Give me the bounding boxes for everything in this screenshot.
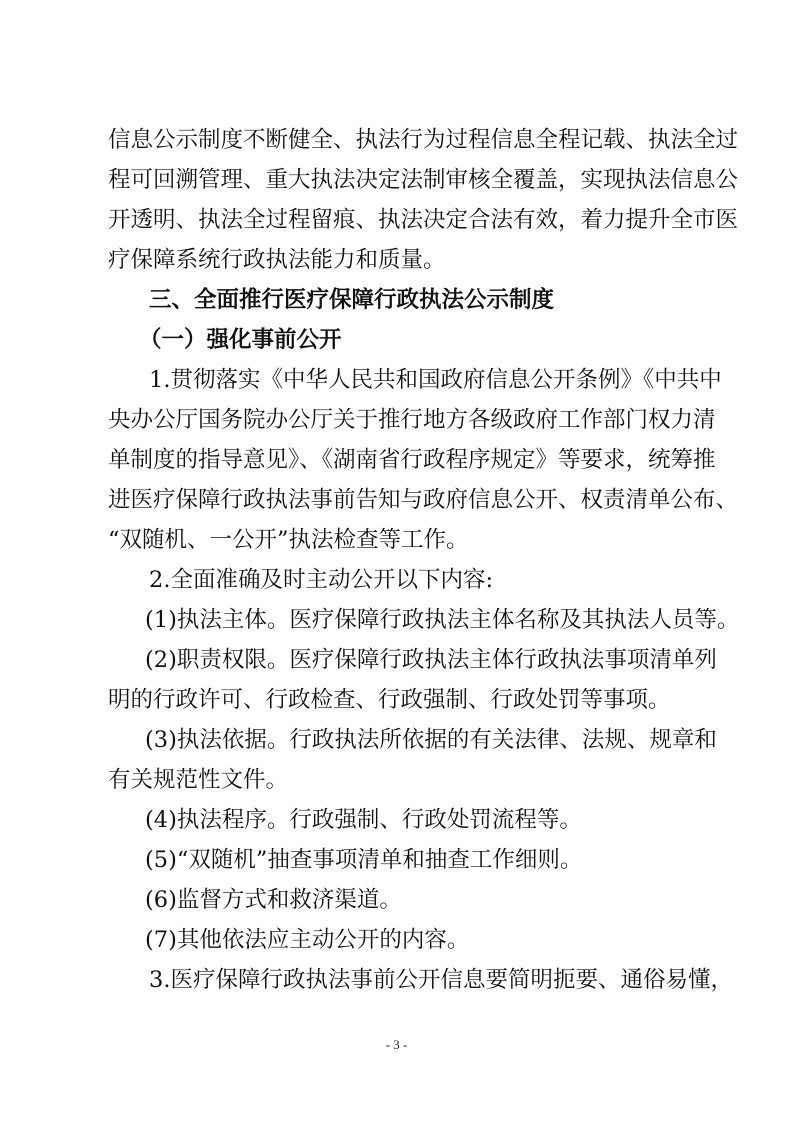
list-item-line: (4)执法程序。行政强制、行政处罚流程等。 — [145, 807, 582, 833]
paragraph-line: 单制度的指导意见》、《湖南省行政程序规定》等要求，统筹推 — [108, 447, 716, 473]
list-item-line: (1)执法主体。医疗保障行政执法主体名称及其执法人员等。 — [145, 607, 740, 633]
paragraph-line: 1.贯彻落实《中华人民共和国政府信息公开条例》《中共中 — [149, 367, 722, 393]
page-number: - 3 - — [385, 1037, 408, 1052]
section-heading: 三、全面推行医疗保障行政执法公示制度 — [149, 287, 555, 313]
list-item-line: (7)其他依法应主动公开的内容。 — [145, 927, 470, 953]
list-item-line: (3)执法依据。行政执法所依据的有关法律、法规、规章和 — [145, 727, 717, 753]
list-item-line: 明的行政许可、行政检查、行政强制、行政处罚等事项。 — [108, 687, 671, 713]
paragraph-line: 2.全面准确及时主动公开以下内容: — [149, 567, 494, 593]
paragraph-line: 信息公示制度不断健全、执法行为过程信息全程记载、执法全过 — [108, 127, 739, 153]
paragraph-line: 疗保障系统行政执法能力和质量。 — [108, 247, 446, 273]
list-item-line: (2)职责权限。医疗保障行政执法主体行政执法事项清单列 — [145, 647, 717, 673]
list-item-line: (5)“双随机”抽查事项清单和抽查工作细则。 — [145, 847, 583, 873]
paragraph-line: 开透明、执法全过程留痕、执法决定合法有效，着力提升全市医 — [108, 207, 739, 233]
paragraph-line: 央办公厅国务院办公厅关于推行地方各级政府工作部门权力清 — [108, 407, 716, 433]
paragraph-line: 3.医疗保障行政执法事前公开信息要简明扼要、通俗易懂， — [149, 967, 733, 993]
paragraph-line: 程可回溯管理、重大执法决定法制审核全覆盖，实现执法信息公 — [108, 167, 739, 193]
subsection-heading: （一）强化事前公开 — [139, 327, 342, 353]
paragraph-line: 进医疗保障行政执法事前告知与政府信息公开、权责清单公布、 — [108, 487, 739, 513]
list-item-line: 有关规范性文件。 — [108, 767, 289, 793]
list-item-line: (6)监督方式和救济渠道。 — [145, 887, 402, 913]
paragraph-line: “双随机、一公开”执法检查等工作。 — [108, 527, 469, 553]
